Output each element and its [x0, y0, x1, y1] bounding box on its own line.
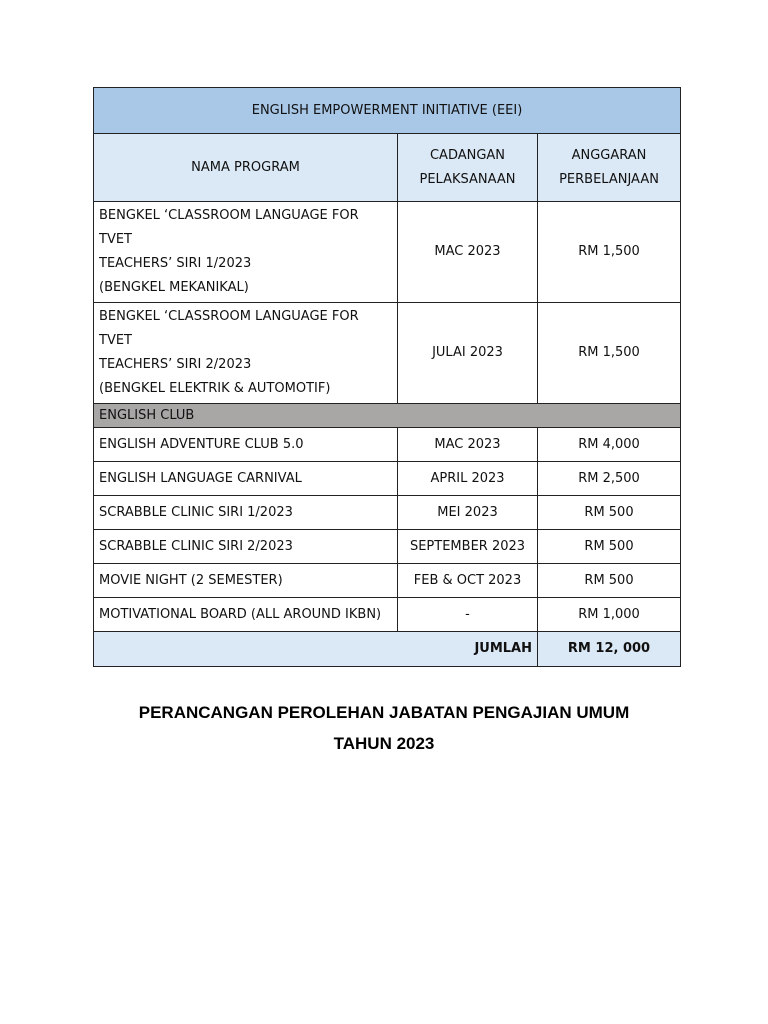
date-cell: SEPTEMBER 2023 [398, 530, 538, 564]
table-row [94, 496, 681, 530]
date-cell: APRIL 2023 [398, 462, 538, 496]
table-row [94, 598, 681, 632]
table-row [94, 303, 681, 404]
amount-cell: RM 2,500 [538, 462, 681, 496]
amount-cell: RM 500 [538, 564, 681, 598]
date-cell: - [398, 598, 538, 632]
program-line: (BENGKEL MEKANIKAL) [99, 280, 249, 295]
table-title-row [94, 88, 681, 134]
program-cell: SCRABBLE CLINIC SIRI 1/2023 [94, 496, 398, 530]
section-row-english-club [94, 404, 681, 428]
program-line: TEACHERS’ SIRI 2/2023 [99, 357, 252, 372]
program-line: BENGKEL ‘CLASSROOM LANGUAGE FOR TVET [99, 208, 359, 247]
amount-cell: RM 1,500 [538, 303, 681, 404]
program-cell: ENGLISH LANGUAGE CARNIVAL [94, 462, 398, 496]
table-row [94, 564, 681, 598]
date-cell: MAC 2023 [398, 428, 538, 462]
header-anggaran-perbelanjaan [538, 134, 681, 202]
program-cell: MOVIE NIGHT (2 SEMESTER) [94, 564, 398, 598]
table-row [94, 462, 681, 496]
header-cadangan-line1: CADANGAN [429, 147, 506, 163]
table-row [94, 428, 681, 462]
header-anggaran-line2: PERBELANJAAN [559, 171, 659, 187]
date-cell: JULAI 2023 [398, 303, 538, 404]
section-label: ENGLISH CLUB [94, 404, 681, 428]
amount-cell: RM 4,000 [538, 428, 681, 462]
header-anggaran-line1: ANGGARAN [571, 147, 647, 163]
total-row [94, 632, 681, 667]
amount-cell: RM 1,000 [538, 598, 681, 632]
header-nama-program: NAMA PROGRAM [94, 134, 398, 202]
amount-cell: RM 500 [538, 530, 681, 564]
total-value: RM 12, 000 [538, 632, 681, 667]
table-row [94, 530, 681, 564]
table-row [94, 202, 681, 303]
program-cell [94, 202, 398, 303]
eei-budget-table [93, 87, 681, 667]
header-cadangan-pelaksanaan [398, 134, 538, 202]
amount-cell: RM 1,500 [538, 202, 681, 303]
document-heading-line1: PERANCANGAN PEROLEHAN JABATAN PENGAJIAN UMUM [138, 703, 630, 722]
date-cell: FEB & OCT 2023 [398, 564, 538, 598]
program-cell: ENGLISH ADVENTURE CLUB 5.0 [94, 428, 398, 462]
program-line: TEACHERS’ SIRI 1/2023 [99, 256, 252, 271]
program-cell [94, 303, 398, 404]
program-line: (BENGKEL ELEKTRIK & AUTOMOTIF) [99, 381, 331, 396]
table-header-row [94, 134, 681, 202]
date-cell: MAC 2023 [398, 202, 538, 303]
date-cell: MEI 2023 [398, 496, 538, 530]
program-cell: MOTIVATIONAL BOARD (ALL AROUND IKBN) [94, 598, 398, 632]
program-cell: SCRABBLE CLINIC SIRI 2/2023 [94, 530, 398, 564]
header-cadangan-line2: PELAKSANAAN [419, 171, 516, 187]
program-line: BENGKEL ‘CLASSROOM LANGUAGE FOR TVET [99, 309, 359, 348]
document-heading-line2: TAHUN 2023 [333, 734, 435, 753]
table-title: ENGLISH EMPOWERMENT INITIATIVE (EEI) [94, 88, 681, 134]
amount-cell: RM 500 [538, 496, 681, 530]
total-label: JUMLAH [94, 632, 538, 667]
